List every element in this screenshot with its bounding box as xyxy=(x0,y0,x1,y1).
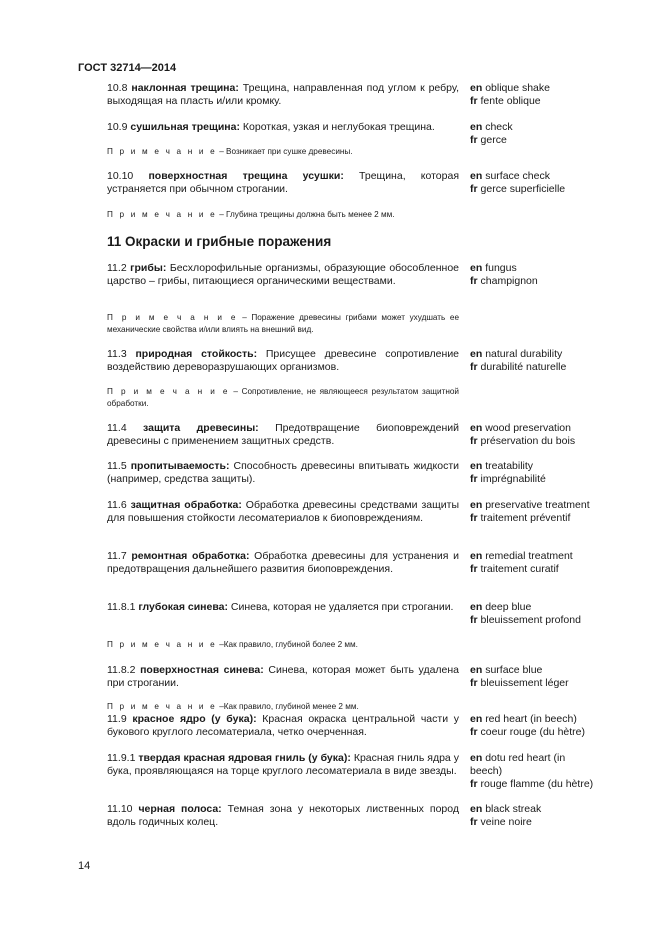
translations xyxy=(470,752,600,791)
note xyxy=(107,209,459,221)
term-number: 11.2 xyxy=(107,262,127,274)
lang-code-fr: fr xyxy=(470,512,478,524)
term-name: ремонтная обработка: xyxy=(131,550,250,562)
section-title: 11 Окраски и грибные поражения xyxy=(107,234,332,249)
translations xyxy=(470,664,640,690)
lang-code-fr: fr xyxy=(470,275,478,287)
translations xyxy=(470,499,640,525)
english-term: dotu red heart (in beech) xyxy=(470,752,566,777)
term-number: 11.9.1 xyxy=(107,752,136,764)
lang-code-en: en xyxy=(470,664,483,676)
term-definition: Способность древесины впитывать жидкости (например, средства защиты). xyxy=(107,460,459,485)
term-entry xyxy=(107,460,459,486)
english-term: check xyxy=(485,121,513,133)
lang-code-fr: fr xyxy=(470,183,478,195)
translations xyxy=(470,348,640,374)
note-label: П р и м е ч а н и е xyxy=(107,387,230,396)
term-name: черная полоса: xyxy=(138,803,222,815)
translations xyxy=(470,713,640,739)
french-term: préservation du bois xyxy=(480,435,576,447)
term-definition: Бесхлорофильные организмы, образующие обособленное царство – грибы, питающиеся органическими веществами. xyxy=(107,262,460,287)
term-entry xyxy=(107,713,459,739)
english-term: deep blue xyxy=(485,601,532,613)
english-term: fungus xyxy=(485,262,517,274)
translations xyxy=(470,170,640,196)
lang-code-fr: fr xyxy=(470,435,478,447)
note-label: П р и м е ч а н и е xyxy=(107,640,217,649)
french-term: traitement curatif xyxy=(480,563,559,575)
french-term: coeur rouge (du hètre) xyxy=(480,726,585,738)
french-term: bleuissement profond xyxy=(480,614,581,626)
lang-code-en: en xyxy=(470,170,483,182)
note-label: П р и м е ч а н и е xyxy=(107,702,217,711)
term-number: 11.8.2 xyxy=(107,664,136,676)
note xyxy=(107,639,459,651)
term-number: 11.10 xyxy=(107,803,133,815)
term-entry xyxy=(107,499,459,525)
term-name: красное ядро (у бука): xyxy=(132,713,257,725)
translations xyxy=(470,601,640,627)
translations xyxy=(470,803,640,829)
term-definition: Синева, которая не удаляется при строгании. xyxy=(230,601,454,613)
english-term: black streak xyxy=(485,803,542,815)
lang-code-fr: fr xyxy=(470,677,478,689)
term-entry xyxy=(107,348,459,374)
lang-code-fr: fr xyxy=(470,778,478,790)
lang-code-en: en xyxy=(470,422,483,434)
lang-code-fr: fr xyxy=(470,473,478,485)
term-name: глубокая синева: xyxy=(138,601,228,613)
english-term: red heart (in beech) xyxy=(485,713,577,725)
lang-code-fr: fr xyxy=(470,726,478,738)
term-definition: Синева, которая может быть удалена при строгании. xyxy=(107,664,460,689)
term-number: 11.9 xyxy=(107,713,127,725)
english-term: preservative treatment xyxy=(485,499,590,511)
lang-code-fr: fr xyxy=(470,816,478,828)
term-name: сушильная трещина: xyxy=(130,121,240,133)
note-label: П р и м е ч а н и е xyxy=(107,313,238,322)
term-number: 10.8 xyxy=(107,82,128,94)
note xyxy=(107,312,459,336)
lang-code-en: en xyxy=(470,803,483,815)
term-definition: Темная зона у некоторых лиственных пород вдоль годичных колец. xyxy=(107,803,459,828)
term-number: 11.3 xyxy=(107,348,127,360)
lang-code-fr: fr xyxy=(470,563,478,575)
note-text: – Сопротивление, не являющееся результатом защитной обработки. xyxy=(107,387,459,408)
translations xyxy=(470,262,640,288)
lang-code-fr: fr xyxy=(470,614,478,626)
french-term: bleuissement léger xyxy=(480,677,569,689)
note-text: – Глубина трещины должна быть менее 2 мм. xyxy=(219,210,395,219)
term-entry xyxy=(107,601,459,614)
term-definition: Трещина, которая устраняется при обычном строгании. xyxy=(107,170,459,195)
english-term: surface blue xyxy=(485,664,543,676)
term-name: грибы: xyxy=(130,262,167,274)
term-name: пропитываемость: xyxy=(130,460,230,472)
lang-code-en: en xyxy=(470,262,483,274)
lang-code-fr: fr xyxy=(470,361,478,373)
english-term: wood preservation xyxy=(485,422,571,434)
term-number: 11.7 xyxy=(107,550,127,562)
note-text: – Возникает при сушке древесины. xyxy=(219,147,353,156)
french-term: gerce superficielle xyxy=(480,183,566,195)
term-entry xyxy=(107,422,459,448)
english-term: natural durability xyxy=(485,348,563,360)
term-entry xyxy=(107,121,459,134)
term-name: защита древесины: xyxy=(143,422,259,434)
french-term: imprégnabilité xyxy=(480,473,546,485)
lang-code-en: en xyxy=(470,82,483,94)
term-name: поверхностная синева: xyxy=(140,664,264,676)
french-term: champignon xyxy=(480,275,538,287)
french-term: fente oblique xyxy=(480,95,541,107)
term-number: 11.8.1 xyxy=(107,601,136,613)
term-definition: Красная окраска центральной части у букового круглого лесоматериала, четко очерченная. xyxy=(107,713,459,738)
term-number: 11.6 xyxy=(107,499,127,511)
term-number: 11.4 xyxy=(107,422,127,434)
document-header: ГОСТ 32714—2014 xyxy=(78,62,177,74)
term-entry xyxy=(107,82,459,108)
lang-code-en: en xyxy=(470,713,483,725)
term-definition: Короткая, узкая и неглубокая трещина. xyxy=(242,121,435,133)
note-label: П р и м е ч а н и е xyxy=(107,210,217,219)
lang-code-en: en xyxy=(470,348,483,360)
term-definition: Трещина, направленная под углом к ребру, выходящая на пласть и/или кромку. xyxy=(107,82,460,107)
note-text: –Как правило, глубиной менее 2 мм. xyxy=(219,702,359,711)
translations xyxy=(470,460,640,486)
term-name: природная стойкость: xyxy=(135,348,258,360)
french-term: gerce xyxy=(480,134,507,146)
note xyxy=(107,146,459,158)
french-term: durabilité naturelle xyxy=(480,361,567,373)
term-number: 10.10 xyxy=(107,170,134,182)
term-entry xyxy=(107,170,459,196)
note-label: П р и м е ч а н и е xyxy=(107,147,217,156)
term-entry xyxy=(107,752,459,778)
note xyxy=(107,701,459,713)
french-term: rouge flamme (du hètre) xyxy=(480,778,594,790)
term-definition: Обработка древесины средствами защиты для повышения стойкости лесоматериалов к биоповреждениям. xyxy=(107,499,459,524)
english-term: remedial treatment xyxy=(485,550,573,562)
note-text: – Поражение древесины грибами может ухудшать ее механические свойства и/или влиять на внешний вид. xyxy=(107,313,460,334)
term-definition: Предотвращение биоповреждений древесины с применением защитных средств. xyxy=(107,422,460,447)
english-term: oblique shake xyxy=(485,82,550,94)
note xyxy=(107,386,459,410)
page-number: 14 xyxy=(78,860,91,872)
term-entry xyxy=(107,803,459,829)
term-definition: Красная гниль ядра у бука, проявляющаяся на торце круглого лесоматериала в виде звезды. xyxy=(107,752,459,777)
translations xyxy=(470,422,640,448)
lang-code-fr: fr xyxy=(470,95,478,107)
note-text: –Как правило, глубиной более 2 мм. xyxy=(219,640,358,649)
english-term: treatability xyxy=(485,460,534,472)
term-definition: Обработка древесины для устранения и предотвращения дальнейшего развития биоповреждения. xyxy=(107,550,459,575)
term-name: поверхностная трещина усушки: xyxy=(148,170,344,182)
lang-code-en: en xyxy=(470,550,483,562)
french-term: veine noire xyxy=(480,816,532,828)
term-name: наклонная трещина: xyxy=(131,82,239,94)
french-term: traitement préventif xyxy=(480,512,571,524)
english-term: surface check xyxy=(485,170,550,182)
lang-code-en: en xyxy=(470,752,483,764)
term-entry xyxy=(107,664,459,690)
term-number: 10.9 xyxy=(107,121,128,133)
translations xyxy=(470,121,640,147)
term-definition: Присущее древесине сопротивление воздействию дереворазрушающих организмов. xyxy=(107,348,460,373)
lang-code-en: en xyxy=(470,121,483,133)
translations xyxy=(470,82,640,108)
lang-code-fr: fr xyxy=(470,134,478,146)
term-name: твердая красная ядровая гниль (у бука): xyxy=(138,752,351,764)
term-name: защитная обработка: xyxy=(130,499,242,511)
term-entry xyxy=(107,550,459,576)
term-entry xyxy=(107,262,459,288)
term-number: 11.5 xyxy=(107,460,127,472)
lang-code-en: en xyxy=(470,499,483,511)
translations xyxy=(470,550,640,576)
lang-code-en: en xyxy=(470,460,483,472)
lang-code-en: en xyxy=(470,601,483,613)
